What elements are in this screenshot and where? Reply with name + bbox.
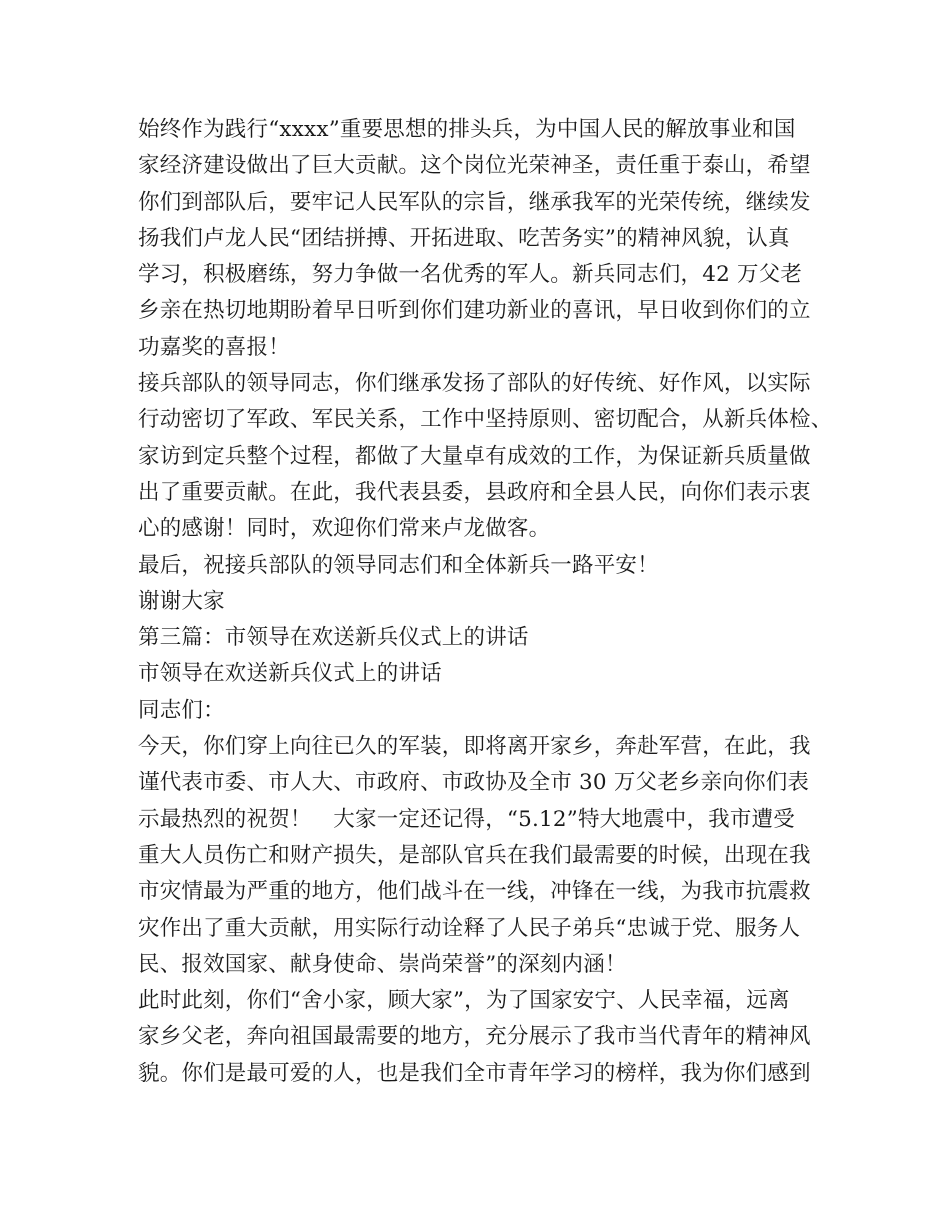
text-line: 扬我们卢龙人民“团结拼搏、开拓进取、吃苦务实”的精神风貌，认真 bbox=[138, 225, 790, 251]
text-line: 家经济建设做出了巨大贡献。这个岗位光荣神圣，责任重于泰山，希望 bbox=[138, 153, 811, 179]
text-line: 此时此刻，你们“舍小家，顾大家”，为了国家安宁、人民幸福，远离 bbox=[138, 988, 790, 1014]
text-line: 今天，你们穿上向往已久的军装，即将离开家乡，奔赴军营，在此，我 bbox=[138, 734, 811, 760]
text-line: 灾作出了重大贡献，用实际行动诠释了人民子弟兵“忠诚于党、服务人 bbox=[138, 915, 801, 941]
text-line: 最后，祝接兵部队的领导同志们和全体新兵一路平安！ bbox=[138, 552, 659, 578]
text-line: 貌。你们是最可爱的人，也是我们全市青年学习的榜样，我为你们感到 bbox=[138, 1060, 811, 1086]
text-line: 示最热烈的祝贺！ 大家一定还记得，“5.12”特大地震中，我市遭受 bbox=[138, 806, 795, 832]
text-line: 乡亲在热切地期盼着早日听到你们建功新业的喜讯，早日收到你们的立 bbox=[138, 298, 811, 324]
document-body bbox=[138, 112, 833, 1092]
text-line: 心的感谢！同时，欢迎你们常来卢龙做客。 bbox=[138, 516, 551, 542]
text-line: 出了重要贡献。在此，我代表县委，县政府和全县人民，向你们表示衷 bbox=[138, 479, 811, 505]
text-line: 行动密切了军政、军民关系，工作中坚持原则、密切配合，从新兵体检、 bbox=[138, 407, 833, 433]
text-line: 始终作为践行“xxxx”重要思想的排头兵，为中国人民的解放事业和国 bbox=[138, 117, 796, 142]
text-line: 接兵部队的领导同志，你们继承发扬了部队的好传统、好作风，以实际 bbox=[138, 371, 811, 397]
text-line: 市灾情最为严重的地方，他们战斗在一线，冲锋在一线，为我市抗震救 bbox=[138, 879, 811, 905]
text-line: 谨代表市委、市人大、市政府、市政协及全市 30 万父老乡亲向你们表 bbox=[138, 770, 810, 796]
text-line: 你们到部队后，要牢记人民军队的宗旨，继承我军的光荣传统，继续发 bbox=[138, 189, 811, 215]
section-heading: 第三篇：市领导在欢送新兵仪式上的讲话 bbox=[138, 625, 529, 651]
text-line: 重大人员伤亡和财产损失，是部队官兵在我们最需要的时候，出现在我 bbox=[138, 842, 811, 868]
text-line: 学习，积极磨练，努力争做一名优秀的军人。新兵同志们，42 万父老 bbox=[138, 262, 803, 288]
text-line: 民、报效国家、献身使命、崇尚荣誉”的深刻内涵！ bbox=[138, 951, 627, 977]
text-line: 谢谢大家 bbox=[138, 588, 225, 614]
speech-title: 市领导在欢送新兵仪式上的讲话 bbox=[138, 661, 442, 687]
text-line: 功嘉奖的喜报！ bbox=[138, 334, 290, 360]
text-line: 家乡父老，奔向祖国最需要的地方，充分展示了我市当代青年的精神风 bbox=[138, 1024, 811, 1050]
salutation: 同志们： bbox=[138, 697, 225, 723]
text-line: 家访到定兵整个过程，都做了大量卓有成效的工作，为保证新兵质量做 bbox=[138, 443, 811, 469]
